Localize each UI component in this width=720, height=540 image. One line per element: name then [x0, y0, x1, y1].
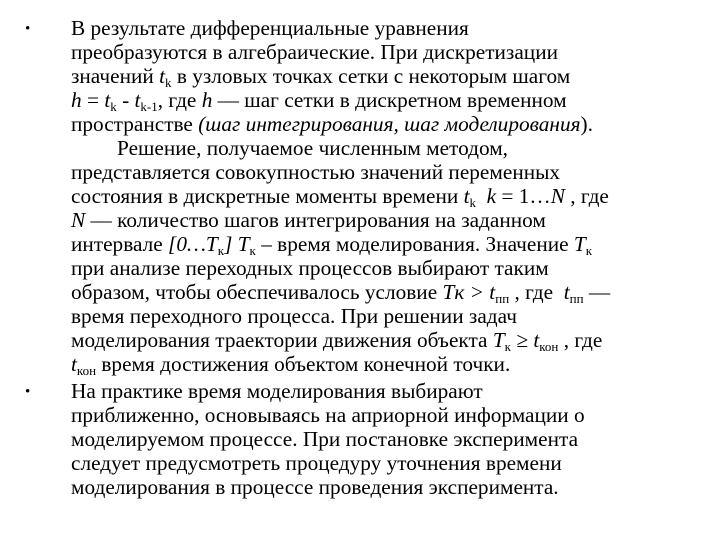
- p1-line-1: В результате дифференциальные уравнения: [71, 16, 469, 40]
- text: , где: [558, 328, 603, 352]
- text: состояния в дискретные моменты времени: [71, 184, 464, 208]
- subscript-kon: кон: [539, 339, 559, 354]
- text: значений: [71, 64, 160, 88]
- subscript-pp: пп: [495, 291, 510, 306]
- subscript-k: k: [165, 75, 172, 90]
- subscript-k: к: [217, 243, 225, 258]
- text: = 1…: [496, 184, 551, 208]
- p2-line-3: моделируемом процессе. При постановке эксперимента: [71, 427, 579, 451]
- var-t: t: [71, 352, 77, 376]
- p1-line-10: [71, 232, 593, 258]
- p1-line-5: [71, 114, 593, 135]
- var-h: h: [201, 88, 213, 112]
- text: , где: [509, 280, 564, 304]
- text: – время моделирования. Значение: [255, 232, 574, 256]
- text: образом, чтобы обеспечивалось условие: [71, 280, 443, 304]
- p1-line-11: при анализе переходных процессов выбирают таким: [71, 256, 549, 280]
- p1-line-4: [71, 88, 567, 114]
- subscript-k: k: [110, 99, 117, 114]
- equals-sign: =: [81, 88, 105, 112]
- inequality: ≥ t: [511, 328, 540, 352]
- p1-line-7: представляется совокупностью значений переменных: [71, 160, 561, 184]
- var-t: T: [492, 328, 505, 352]
- p1-line-12: [71, 280, 611, 306]
- italic-text: (шаг интегрирования, шаг моделирования: [198, 112, 581, 136]
- text: интервале: [71, 232, 169, 256]
- text: , где: [564, 184, 609, 208]
- subscript-pp: пп: [569, 291, 584, 306]
- var-t: t: [563, 280, 570, 304]
- p2-line-5: моделирования в процессе проведения эксперимента.: [71, 475, 559, 499]
- p1-line-9: [71, 210, 546, 231]
- p2-line-4: следует предусмотреть процедуру уточнения времени: [71, 451, 562, 475]
- text: моделирования траектории движения объекта: [71, 328, 493, 352]
- p1-line-6: Решение, получаемое численным методом,: [117, 136, 508, 160]
- text: ).: [580, 112, 593, 136]
- var-t: t: [159, 64, 166, 88]
- subscript-kon: кон: [76, 363, 97, 378]
- italic-interval: [0…T: [168, 232, 218, 256]
- text: [476, 184, 487, 208]
- var-t: t: [134, 88, 141, 112]
- subscript-k: k: [469, 195, 476, 210]
- subscript-k: к: [504, 339, 511, 354]
- var-h: h: [71, 88, 82, 112]
- p1-line-3: [71, 64, 571, 90]
- inequality: Tк > t: [442, 280, 496, 304]
- p2-line-2: приближенно, основываясь на априорной информации о: [71, 403, 585, 427]
- p1-line-2: преобразуются в алгебраические. При дискретизации: [71, 40, 558, 64]
- var-k: k: [486, 184, 497, 208]
- var-t: T: [573, 232, 586, 256]
- var-t: t: [463, 184, 470, 208]
- text: в узловых точках сетки с некоторым шагом: [171, 64, 571, 88]
- p1-line-13: время переходного процесса. При решении задач: [71, 304, 517, 328]
- bullet-2: •: [25, 384, 31, 400]
- p2-line-1: На практике время моделирования выбирают: [71, 379, 483, 403]
- text: — шаг сетки в дискретном временном: [212, 88, 567, 112]
- text: время достижения объектом конечной точки.: [96, 352, 511, 376]
- p1-line-14: [71, 328, 603, 354]
- p1-line-15: [71, 352, 511, 378]
- subscript-k-1: k-1: [140, 99, 158, 114]
- var-n: N: [71, 208, 86, 232]
- italic-text: ] T: [224, 232, 250, 256]
- text: — количество шагов интегрирования на заданном: [85, 208, 546, 232]
- var-n: N: [550, 184, 565, 208]
- minus-sign: -: [116, 88, 135, 112]
- subscript-k: к: [585, 243, 593, 258]
- text: —: [583, 280, 611, 304]
- p1-line-8: [71, 184, 609, 210]
- text: , где: [157, 88, 202, 112]
- subscript-k: к: [249, 243, 256, 258]
- var-t: t: [104, 88, 111, 112]
- bullet-1: •: [25, 21, 31, 37]
- text: пространстве: [71, 112, 199, 136]
